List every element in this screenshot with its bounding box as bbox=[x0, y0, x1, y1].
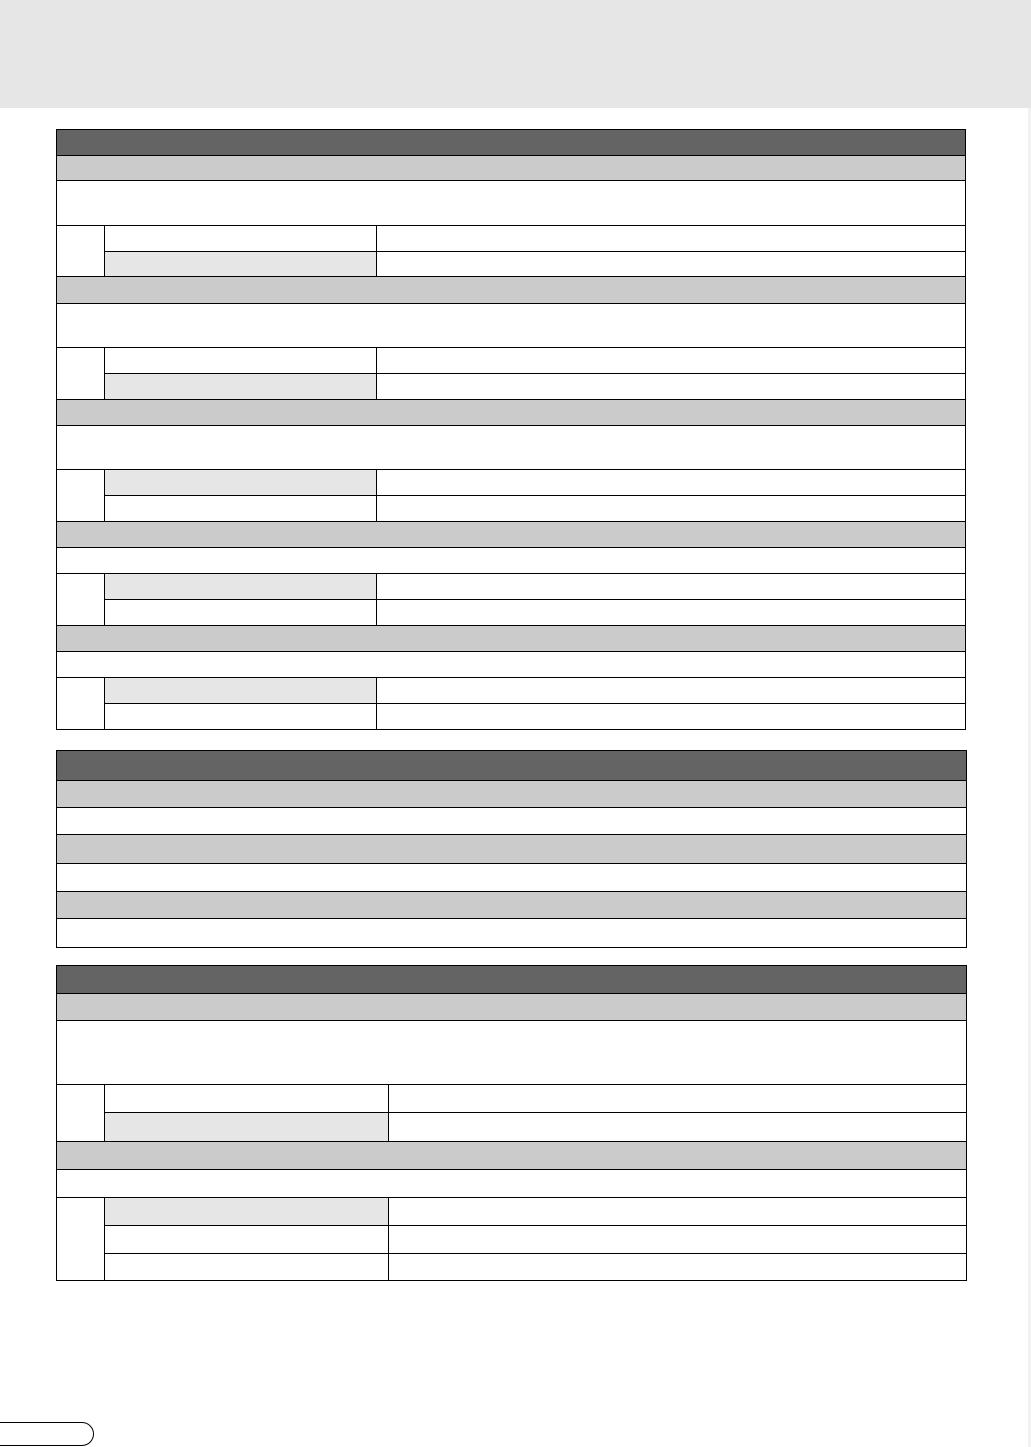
section-title bbox=[57, 892, 966, 919]
section-description bbox=[57, 808, 966, 835]
section-title bbox=[57, 400, 965, 426]
row-value bbox=[377, 374, 965, 400]
section-title bbox=[57, 626, 965, 652]
row-value bbox=[389, 1085, 966, 1113]
row-label bbox=[105, 1198, 389, 1226]
row-value bbox=[389, 1198, 966, 1226]
table-header bbox=[57, 966, 966, 994]
row-label bbox=[105, 1113, 389, 1142]
row-label bbox=[105, 1254, 389, 1280]
section-description bbox=[57, 548, 965, 574]
row-value bbox=[377, 348, 965, 374]
table-header bbox=[57, 751, 966, 781]
row-label bbox=[105, 1085, 389, 1113]
row-value bbox=[389, 1254, 966, 1280]
row-label bbox=[105, 252, 377, 277]
section-title bbox=[57, 994, 966, 1021]
row-value bbox=[389, 1226, 966, 1254]
page-number-tab bbox=[0, 1422, 94, 1446]
row-label bbox=[105, 348, 377, 374]
row-label bbox=[105, 226, 377, 252]
row-label bbox=[105, 496, 377, 522]
spec-table-1 bbox=[56, 129, 966, 730]
row-label bbox=[105, 600, 377, 626]
row-value bbox=[377, 678, 965, 704]
section-description bbox=[57, 181, 965, 226]
row-label bbox=[105, 1226, 389, 1254]
section-description bbox=[57, 652, 965, 678]
item-number-cell bbox=[57, 348, 105, 400]
section-description bbox=[57, 304, 965, 348]
row-label bbox=[105, 704, 377, 729]
row-value bbox=[377, 226, 965, 252]
item-number-cell bbox=[57, 1085, 105, 1142]
row-value bbox=[389, 1113, 966, 1142]
section-description bbox=[57, 426, 965, 470]
section-title bbox=[57, 277, 965, 304]
item-number-cell bbox=[57, 470, 105, 522]
row-value bbox=[377, 470, 965, 496]
section-description bbox=[57, 1021, 966, 1085]
table-header bbox=[57, 130, 965, 156]
row-value bbox=[377, 574, 965, 600]
spec-table-2 bbox=[56, 750, 967, 948]
item-number-cell bbox=[57, 226, 105, 277]
row-label bbox=[105, 678, 377, 704]
section-description bbox=[57, 919, 966, 947]
row-label bbox=[105, 574, 377, 600]
item-number-cell bbox=[57, 1198, 105, 1280]
row-value bbox=[377, 252, 965, 277]
item-number-cell bbox=[57, 574, 105, 626]
row-value bbox=[377, 600, 965, 626]
row-value bbox=[377, 496, 965, 522]
section-title bbox=[57, 522, 965, 548]
row-label bbox=[105, 374, 377, 400]
page-header-band bbox=[0, 0, 1031, 108]
item-number-cell bbox=[57, 678, 105, 729]
section-title bbox=[57, 1142, 966, 1170]
spec-table-3 bbox=[56, 965, 967, 1281]
section-title bbox=[57, 835, 966, 864]
section-title bbox=[57, 156, 965, 181]
section-description bbox=[57, 1170, 966, 1198]
row-label bbox=[105, 470, 377, 496]
row-value bbox=[377, 704, 965, 729]
section-description bbox=[57, 864, 966, 892]
section-title bbox=[57, 781, 966, 808]
